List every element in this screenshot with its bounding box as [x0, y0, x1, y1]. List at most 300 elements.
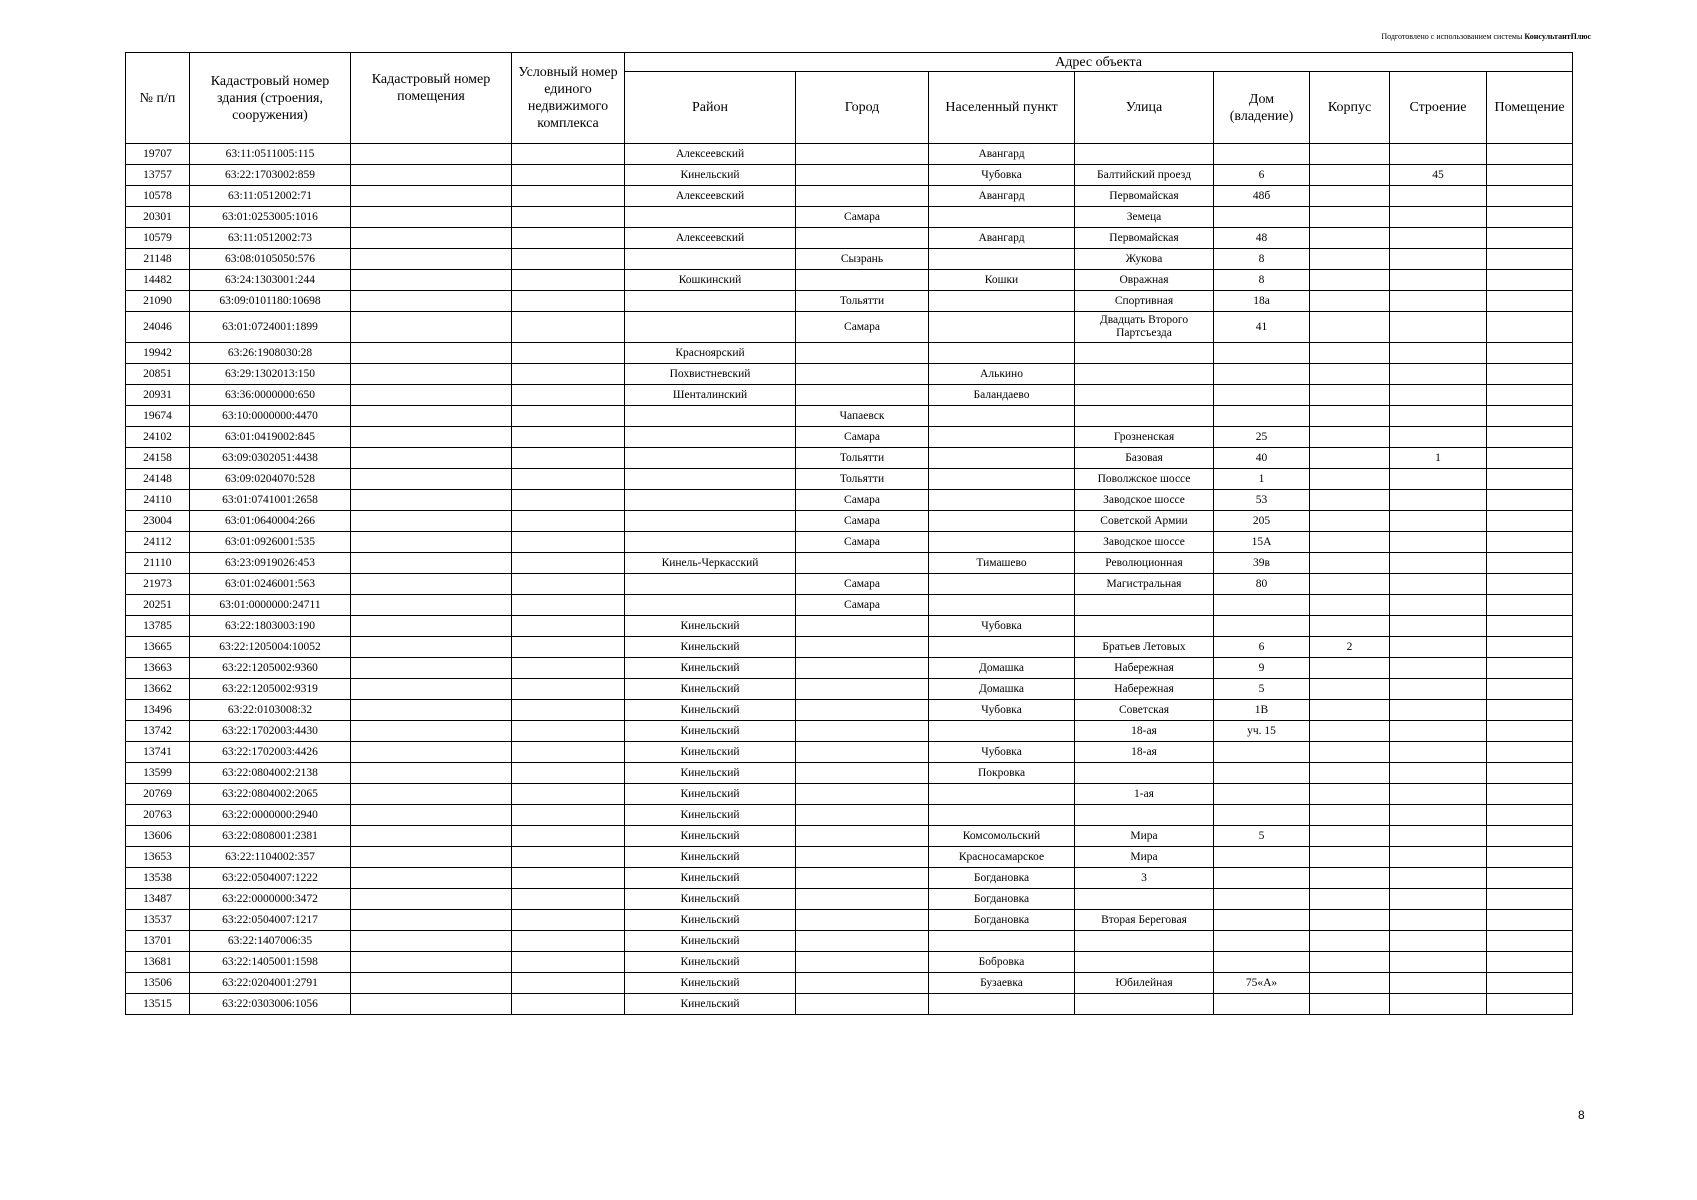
cell-block	[1310, 679, 1390, 700]
cell-settlement	[929, 721, 1075, 742]
table-row	[126, 228, 1573, 249]
cell-district: Кинельский	[625, 616, 796, 637]
cell-settlement	[929, 532, 1075, 553]
cell-block	[1310, 249, 1390, 270]
cell-complex-number	[512, 616, 625, 637]
cell-premises	[1487, 616, 1573, 637]
cell-block	[1310, 406, 1390, 427]
cell-street: Мира	[1075, 826, 1214, 847]
cell-premises	[1487, 207, 1573, 228]
cell-city	[796, 868, 929, 889]
cell-building-cadastral-number: 63:22:0804002:2065	[190, 784, 351, 805]
cell-block	[1310, 805, 1390, 826]
cell-block	[1310, 312, 1390, 343]
cell-house	[1214, 406, 1310, 427]
cell-house: 1В	[1214, 700, 1310, 721]
cell-complex-number	[512, 637, 625, 658]
cell-settlement: Красносамарское	[929, 847, 1075, 868]
cell-settlement	[929, 291, 1075, 312]
cell-structure	[1390, 763, 1487, 784]
cell-complex-number	[512, 973, 625, 994]
cadastral-register-table	[125, 52, 1573, 1015]
cell-district: Кинельский	[625, 679, 796, 700]
cell-building-cadastral-number: 63:22:0808001:2381	[190, 826, 351, 847]
cell-district: Шенталинский	[625, 385, 796, 406]
cell-settlement: Комсомольский	[929, 826, 1075, 847]
table-row	[126, 742, 1573, 763]
cell-row-number: 19942	[126, 343, 190, 364]
cell-complex-number	[512, 889, 625, 910]
cell-complex-number	[512, 910, 625, 931]
table-row	[126, 616, 1573, 637]
cell-complex-number	[512, 658, 625, 679]
prepared-brand: КонсультантПлюс	[1524, 32, 1591, 41]
cell-district: Алексеевский	[625, 228, 796, 249]
cell-city: Самара	[796, 511, 929, 532]
cell-building-cadastral-number: 63:11:0512002:71	[190, 186, 351, 207]
cell-row-number: 13538	[126, 868, 190, 889]
cell-street: Заводское шоссе	[1075, 532, 1214, 553]
cell-settlement	[929, 805, 1075, 826]
cell-city: Тольятти	[796, 291, 929, 312]
cell-row-number: 13663	[126, 658, 190, 679]
cell-street: Революционная	[1075, 553, 1214, 574]
cell-city	[796, 910, 929, 931]
cell-row-number: 20769	[126, 784, 190, 805]
cell-room-cadastral-number	[351, 574, 512, 595]
cell-structure	[1390, 889, 1487, 910]
cell-row-number: 13662	[126, 679, 190, 700]
col-street-header: Улица	[1075, 72, 1214, 144]
cell-complex-number	[512, 679, 625, 700]
table-row	[126, 994, 1573, 1015]
cell-settlement: Богдановка	[929, 910, 1075, 931]
cell-street: Первомайская	[1075, 228, 1214, 249]
cell-block	[1310, 700, 1390, 721]
cell-structure	[1390, 595, 1487, 616]
cell-city	[796, 270, 929, 291]
table-row	[126, 343, 1573, 364]
cell-premises	[1487, 700, 1573, 721]
cell-district: Кинельский	[625, 700, 796, 721]
cell-complex-number	[512, 291, 625, 312]
cell-district: Кинельский	[625, 763, 796, 784]
cell-row-number: 24102	[126, 427, 190, 448]
cell-settlement: Кошки	[929, 270, 1075, 291]
cell-city	[796, 658, 929, 679]
cell-structure	[1390, 931, 1487, 952]
cell-row-number: 21090	[126, 291, 190, 312]
cell-block	[1310, 595, 1390, 616]
cell-block	[1310, 207, 1390, 228]
cell-district	[625, 595, 796, 616]
cell-house: 48б	[1214, 186, 1310, 207]
col-block-header: Корпус	[1310, 72, 1390, 144]
cell-room-cadastral-number	[351, 532, 512, 553]
cell-district: Кинельский	[625, 637, 796, 658]
cell-city: Самара	[796, 427, 929, 448]
cell-structure	[1390, 574, 1487, 595]
cell-building-cadastral-number: 63:22:1405001:1598	[190, 952, 351, 973]
cell-premises	[1487, 868, 1573, 889]
cell-block	[1310, 763, 1390, 784]
cell-row-number: 13606	[126, 826, 190, 847]
cell-structure	[1390, 868, 1487, 889]
cell-district	[625, 511, 796, 532]
cell-settlement	[929, 490, 1075, 511]
cell-district: Алексеевский	[625, 144, 796, 165]
col-building-header: Строение	[1390, 72, 1487, 144]
cell-row-number: 13653	[126, 847, 190, 868]
cell-row-number: 13496	[126, 700, 190, 721]
cell-settlement: Чубовка	[929, 616, 1075, 637]
cell-city: Тольятти	[796, 448, 929, 469]
cell-premises	[1487, 532, 1573, 553]
prepared-prefix: Подготовлено с использованием системы	[1381, 32, 1523, 41]
cell-premises	[1487, 165, 1573, 186]
cell-room-cadastral-number	[351, 910, 512, 931]
cell-house	[1214, 385, 1310, 406]
cell-building-cadastral-number: 63:10:0000000:4470	[190, 406, 351, 427]
cell-premises	[1487, 721, 1573, 742]
cell-building-cadastral-number: 63:36:0000000:650	[190, 385, 351, 406]
cell-settlement	[929, 595, 1075, 616]
cell-room-cadastral-number	[351, 700, 512, 721]
cell-district	[625, 207, 796, 228]
cell-building-cadastral-number: 63:09:0101180:10698	[190, 291, 351, 312]
cell-settlement	[929, 511, 1075, 532]
cell-street	[1075, 889, 1214, 910]
cell-street	[1075, 406, 1214, 427]
cell-district: Кинельский	[625, 165, 796, 186]
cell-city	[796, 952, 929, 973]
cell-row-number: 21973	[126, 574, 190, 595]
col-building-cadastral-header: Кадастровый номер здания (строения, сооружения)	[190, 53, 351, 144]
cell-row-number: 10579	[126, 228, 190, 249]
cell-block	[1310, 742, 1390, 763]
cell-premises	[1487, 847, 1573, 868]
cell-structure	[1390, 249, 1487, 270]
table-row	[126, 364, 1573, 385]
cell-complex-number	[512, 186, 625, 207]
cell-settlement	[929, 343, 1075, 364]
cell-house	[1214, 364, 1310, 385]
cell-row-number: 13599	[126, 763, 190, 784]
cell-building-cadastral-number: 63:01:0741001:2658	[190, 490, 351, 511]
cell-city	[796, 805, 929, 826]
cell-premises	[1487, 679, 1573, 700]
cell-structure: 45	[1390, 165, 1487, 186]
cell-room-cadastral-number	[351, 805, 512, 826]
cell-structure	[1390, 826, 1487, 847]
cell-structure	[1390, 270, 1487, 291]
cell-house	[1214, 207, 1310, 228]
cell-settlement: Алькино	[929, 364, 1075, 385]
cell-settlement: Тимашево	[929, 553, 1075, 574]
cell-district: Кинельский	[625, 931, 796, 952]
table-row	[126, 385, 1573, 406]
cell-building-cadastral-number: 63:11:0512002:73	[190, 228, 351, 249]
cell-city: Тольятти	[796, 469, 929, 490]
cell-premises	[1487, 406, 1573, 427]
cell-room-cadastral-number	[351, 679, 512, 700]
cell-row-number: 20851	[126, 364, 190, 385]
cell-block	[1310, 186, 1390, 207]
cell-house	[1214, 616, 1310, 637]
cell-premises	[1487, 448, 1573, 469]
cell-house: 18а	[1214, 291, 1310, 312]
table-row	[126, 952, 1573, 973]
cell-block	[1310, 847, 1390, 868]
table-row	[126, 532, 1573, 553]
cell-premises	[1487, 511, 1573, 532]
cell-house: 205	[1214, 511, 1310, 532]
cell-settlement	[929, 427, 1075, 448]
cell-complex-number	[512, 144, 625, 165]
cell-block	[1310, 910, 1390, 931]
cell-complex-number	[512, 721, 625, 742]
cell-city	[796, 343, 929, 364]
cell-house	[1214, 784, 1310, 805]
cell-house: 6	[1214, 165, 1310, 186]
table-head	[126, 53, 1573, 144]
cell-structure: 1	[1390, 448, 1487, 469]
cell-building-cadastral-number: 63:11:0511005:115	[190, 144, 351, 165]
cell-block	[1310, 343, 1390, 364]
table-row	[126, 249, 1573, 270]
cell-settlement: Бобровка	[929, 952, 1075, 973]
cell-street: Грозненская	[1075, 427, 1214, 448]
cell-structure	[1390, 312, 1487, 343]
cell-room-cadastral-number	[351, 994, 512, 1015]
cell-building-cadastral-number: 63:22:0103008:32	[190, 700, 351, 721]
cell-street: 18-ая	[1075, 721, 1214, 742]
cell-building-cadastral-number: 63:01:0253005:1016	[190, 207, 351, 228]
cell-structure	[1390, 469, 1487, 490]
cell-district: Похвистневский	[625, 364, 796, 385]
cell-structure	[1390, 406, 1487, 427]
cell-house: 75«А»	[1214, 973, 1310, 994]
cell-room-cadastral-number	[351, 270, 512, 291]
cell-premises	[1487, 658, 1573, 679]
cell-complex-number	[512, 847, 625, 868]
cell-block	[1310, 826, 1390, 847]
cell-street	[1075, 364, 1214, 385]
cell-street	[1075, 952, 1214, 973]
cell-house: 6	[1214, 637, 1310, 658]
cell-premises	[1487, 574, 1573, 595]
cell-street	[1075, 144, 1214, 165]
cell-city	[796, 616, 929, 637]
cell-premises	[1487, 826, 1573, 847]
table-row	[126, 270, 1573, 291]
cell-structure	[1390, 343, 1487, 364]
cell-settlement	[929, 574, 1075, 595]
cell-city: Самара	[796, 490, 929, 511]
cell-block	[1310, 658, 1390, 679]
cell-premises	[1487, 427, 1573, 448]
cell-block	[1310, 144, 1390, 165]
cell-premises	[1487, 637, 1573, 658]
col-room-cadastral-header: Кадастровый номер помещения	[351, 53, 512, 144]
cell-row-number: 21110	[126, 553, 190, 574]
table-row	[126, 406, 1573, 427]
cell-block	[1310, 952, 1390, 973]
cell-city	[796, 742, 929, 763]
cell-block: 2	[1310, 637, 1390, 658]
cell-room-cadastral-number	[351, 616, 512, 637]
cell-building-cadastral-number: 63:22:1407006:35	[190, 931, 351, 952]
cell-building-cadastral-number: 63:09:0302051:4438	[190, 448, 351, 469]
cell-block	[1310, 385, 1390, 406]
cell-district	[625, 406, 796, 427]
cell-complex-number	[512, 427, 625, 448]
cell-city	[796, 931, 929, 952]
cell-house	[1214, 952, 1310, 973]
cell-city: Самара	[796, 207, 929, 228]
table-row	[126, 427, 1573, 448]
cell-settlement	[929, 406, 1075, 427]
cell-house: 40	[1214, 448, 1310, 469]
cell-house	[1214, 994, 1310, 1015]
cell-structure	[1390, 679, 1487, 700]
cell-premises	[1487, 994, 1573, 1015]
table-row	[126, 700, 1573, 721]
table-row	[126, 553, 1573, 574]
cell-district	[625, 574, 796, 595]
cell-city	[796, 721, 929, 742]
cell-room-cadastral-number	[351, 490, 512, 511]
cell-building-cadastral-number: 63:22:1205002:9319	[190, 679, 351, 700]
cell-city	[796, 700, 929, 721]
cell-room-cadastral-number	[351, 144, 512, 165]
cell-row-number: 13742	[126, 721, 190, 742]
cell-complex-number	[512, 952, 625, 973]
cell-room-cadastral-number	[351, 826, 512, 847]
cell-block	[1310, 973, 1390, 994]
cell-room-cadastral-number	[351, 364, 512, 385]
col-district-header: Район	[625, 72, 796, 144]
table-row	[126, 291, 1573, 312]
cell-building-cadastral-number: 63:26:1908030:28	[190, 343, 351, 364]
cell-row-number: 14482	[126, 270, 190, 291]
cell-room-cadastral-number	[351, 553, 512, 574]
table-row	[126, 448, 1573, 469]
cell-row-number: 10578	[126, 186, 190, 207]
cell-premises	[1487, 931, 1573, 952]
cell-house	[1214, 763, 1310, 784]
cell-settlement	[929, 207, 1075, 228]
cell-premises	[1487, 973, 1573, 994]
cell-structure	[1390, 490, 1487, 511]
cell-block	[1310, 364, 1390, 385]
cell-building-cadastral-number: 63:01:0246001:563	[190, 574, 351, 595]
cell-structure	[1390, 511, 1487, 532]
cell-house: 39в	[1214, 553, 1310, 574]
cell-structure	[1390, 144, 1487, 165]
cell-city	[796, 847, 929, 868]
col-number-header: № п/п	[126, 53, 190, 144]
cell-complex-number	[512, 385, 625, 406]
cell-street: 3	[1075, 868, 1214, 889]
cell-house: 1	[1214, 469, 1310, 490]
cell-row-number: 13515	[126, 994, 190, 1015]
cell-street: 18-ая	[1075, 742, 1214, 763]
cell-premises	[1487, 364, 1573, 385]
cell-premises	[1487, 889, 1573, 910]
cell-block	[1310, 868, 1390, 889]
cell-premises	[1487, 490, 1573, 511]
cell-premises	[1487, 784, 1573, 805]
cell-street: Двадцать Второго Партсъезда	[1075, 312, 1214, 343]
cell-row-number: 19707	[126, 144, 190, 165]
cell-block	[1310, 889, 1390, 910]
cell-building-cadastral-number: 63:09:0204070:528	[190, 469, 351, 490]
cell-complex-number	[512, 207, 625, 228]
table-row	[126, 721, 1573, 742]
cell-settlement: Чубовка	[929, 165, 1075, 186]
cell-settlement: Богдановка	[929, 889, 1075, 910]
cell-house	[1214, 889, 1310, 910]
cell-city: Чапаевск	[796, 406, 929, 427]
cell-premises	[1487, 144, 1573, 165]
cell-settlement	[929, 448, 1075, 469]
cell-complex-number	[512, 469, 625, 490]
table-row	[126, 763, 1573, 784]
cell-district	[625, 249, 796, 270]
cell-settlement: Чубовка	[929, 742, 1075, 763]
table-row	[126, 973, 1573, 994]
table-row	[126, 574, 1573, 595]
cell-block	[1310, 931, 1390, 952]
table-row	[126, 868, 1573, 889]
cell-block	[1310, 616, 1390, 637]
cell-premises	[1487, 805, 1573, 826]
cell-structure	[1390, 742, 1487, 763]
cell-city	[796, 186, 929, 207]
cell-premises	[1487, 469, 1573, 490]
cell-house: 5	[1214, 826, 1310, 847]
cell-district: Кошкинский	[625, 270, 796, 291]
table-row	[126, 847, 1573, 868]
table-body	[126, 144, 1573, 1015]
cell-house: 8	[1214, 249, 1310, 270]
cell-settlement: Авангард	[929, 228, 1075, 249]
cell-premises	[1487, 249, 1573, 270]
cell-street: 1-ая	[1075, 784, 1214, 805]
cell-street: Братьев Летовых	[1075, 637, 1214, 658]
col-city-header: Город	[796, 72, 929, 144]
cell-building-cadastral-number: 63:22:1803003:190	[190, 616, 351, 637]
cell-house: 41	[1214, 312, 1310, 343]
cell-building-cadastral-number: 63:01:0000000:24711	[190, 595, 351, 616]
cell-building-cadastral-number: 63:29:1302013:150	[190, 364, 351, 385]
cell-building-cadastral-number: 63:22:0804002:2138	[190, 763, 351, 784]
cell-district: Кинельский	[625, 847, 796, 868]
cell-complex-number	[512, 228, 625, 249]
table-row	[126, 595, 1573, 616]
cell-row-number: 20251	[126, 595, 190, 616]
cell-premises	[1487, 952, 1573, 973]
cell-settlement: Авангард	[929, 186, 1075, 207]
cell-premises	[1487, 385, 1573, 406]
cell-complex-number	[512, 742, 625, 763]
cell-complex-number	[512, 826, 625, 847]
cell-house	[1214, 144, 1310, 165]
cell-block	[1310, 270, 1390, 291]
cell-street: Магистральная	[1075, 574, 1214, 595]
cell-house	[1214, 742, 1310, 763]
